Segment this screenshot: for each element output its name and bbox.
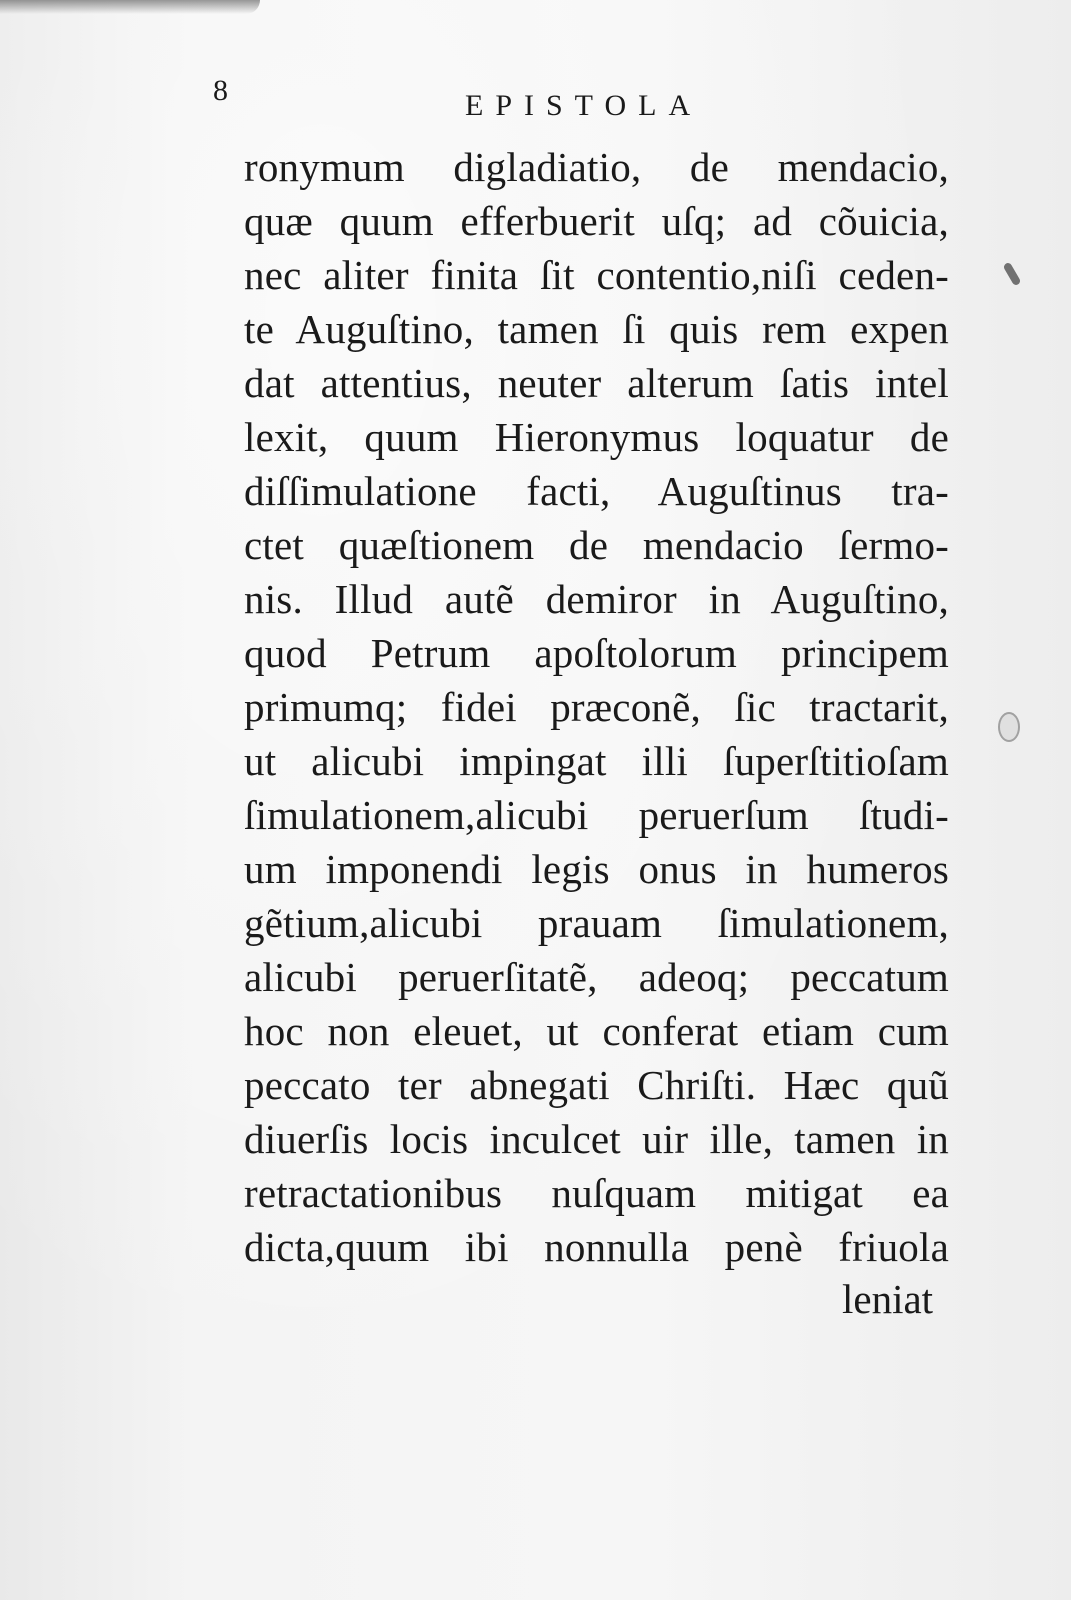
page-edge-shadow	[0, 0, 260, 14]
text-line: ronymum digladiatio, de mendacio,	[244, 144, 949, 190]
text-line: ut alicubi impingat illi ſuperſtitioſam	[244, 738, 949, 784]
text-line: dicta,quum ibi nonnulla penè friuola	[244, 1224, 949, 1270]
text-line: diſſimulatione facti, Auguſtinus tra-	[244, 468, 949, 514]
text-line: quæ quum efferbuerit uſq; ad cõuicia,	[244, 198, 949, 244]
text-line: quod Petrum apoſtolorum principem	[244, 630, 949, 676]
text-line: nis. Illud autẽ demiror in Auguſtino,	[244, 576, 949, 622]
text-line: te Auguſtino, tamen ſi quis rem expen	[244, 306, 949, 352]
paper-hole	[998, 712, 1020, 742]
main-text-block	[244, 140, 949, 1274]
text-line: retractationibus nuſquam mitigat ea	[244, 1170, 949, 1216]
text-line: alicubi peruerſitatẽ, adeoq; peccatum	[244, 954, 949, 1000]
catchword: leniat	[842, 1276, 934, 1322]
running-head: EPISTOLA	[465, 89, 703, 122]
text-line: ſimulationem,alicubi peruerſum ſtudi-	[244, 792, 949, 838]
text-line: lexit, quum Hieronymus loquatur de	[244, 414, 949, 460]
text-line: dat attentius, neuter alterum ſatis intel	[244, 360, 949, 406]
text-line: hoc non eleuet, ut conferat etiam cum	[244, 1008, 949, 1054]
ink-mark	[1003, 262, 1022, 287]
text-line: diuerſis locis inculcet uir ille, tamen in	[244, 1116, 949, 1162]
text-line: ctet quæſtionem de mendacio ſermo-	[244, 522, 949, 568]
text-line: nec aliter finita ſit contentio,niſi ceden-	[244, 252, 949, 298]
text-line: primumq; fidei præconẽ, ſic tractarit,	[244, 684, 949, 730]
text-line: peccato ter abnegati Chriſti. Hæc quũ	[244, 1062, 949, 1108]
page-number: 8	[213, 74, 228, 107]
text-line: gẽtium,alicubi prauam ſimulationem,	[244, 900, 949, 946]
text-line: um imponendi legis onus in humeros	[244, 846, 949, 892]
